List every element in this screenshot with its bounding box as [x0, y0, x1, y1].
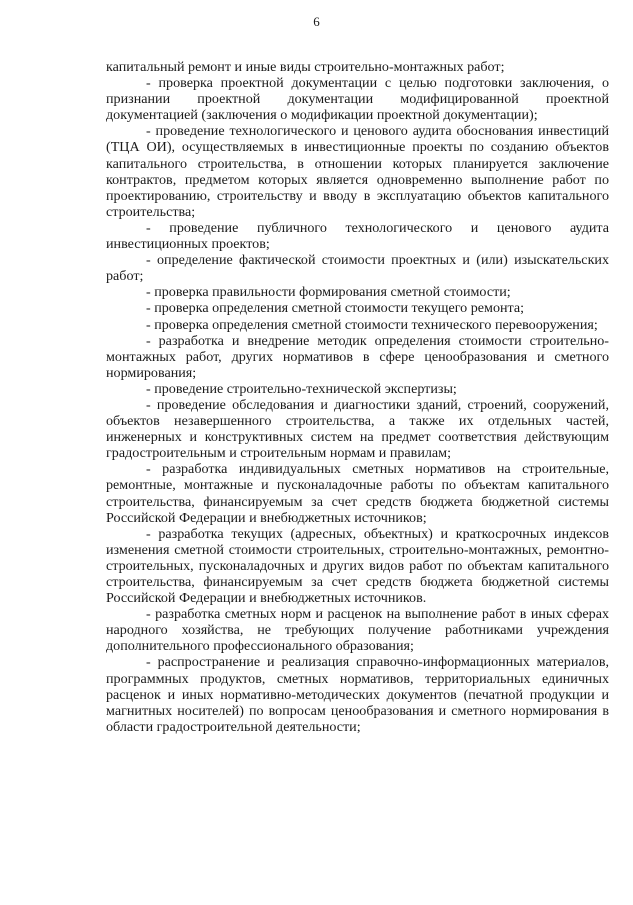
list-item-estimate-norms-other-sectors: - разработка сметных норм и расценок на выполнение работ в иных сферах народного хозяйства, не требующих получение работниками учреждения дополнительного профессионального образования;: [106, 606, 609, 655]
list-item-public-audit: - проведение публичного технологического и ценового аудита инвестиционных проектов;: [106, 219, 609, 253]
list-item-methodology-development: - разработка и внедрение методик определения стоимости строительно-монтажных работ, других нормативов в сфере ценообразования и сметного нормирования;: [106, 332, 609, 381]
list-item-actual-cost-determination: - определение фактической стоимости проектных и (или) изыскательских работ;: [106, 252, 609, 285]
list-item-materials-distribution: - распространение и реализация справочно-информационных материалов, программных продуктов, сметных нормативов, территориальных единичных расценок и иных нормативно-методических документов (печатной продукции и магнитных носителей) по вопросам ценообразования и сметного нормирования в области градостроительной деятельности;: [106, 654, 609, 735]
list-item-technical-expertise: - проведение строительно-технической экспертизы;: [146, 380, 457, 397]
list-item-cost-indices-development: - разработка текущих (адресных, объектных) и краткосрочных индексов изменения сметной стоимости строительных, строительно-монтажных, ремонтно-строительных, пусконаладочных и других видов работ по объектам капитального строительства, финансируемым за счет средств бюджета бюджетной системы Российской Федерации и внебюджетных источников.: [106, 525, 609, 607]
document-body: [106, 59, 609, 735]
list-item-estimate-formation-check: - проверка правильности формирования сметной стоимости;: [146, 284, 511, 301]
list-item-reequipment-estimate-check: - проверка определения сметной стоимости технического перевооружения;: [146, 316, 598, 333]
page-number: 6: [313, 14, 320, 29]
list-item-technological-price-audit: - проведение технологического и ценового аудита обоснования инвестиций (ТЦА ОИ), осуществляемых в инвестиционные проекты по созданию объектов капитального строительства, в отношении которых планируется заключение контрактов, предметом которых является одновременно выполнение работ по проектированию, строительству и вводу в эксплуатацию объектов капитального строительства;: [106, 123, 609, 220]
list-item-building-inspection: - проведение обследования и диагностики зданий, строений, сооружений, объектов незавершенного строительства, а также их отдельных частей, инженерных и конструктивных систем на предмет соответствия действующим градостроительным и строительным нормам и правилам;: [106, 396, 609, 462]
list-item-current-repair-estimate-check: - проверка определения сметной стоимости текущего ремонта;: [146, 300, 525, 317]
list-item-project-documentation-check: - проверка проектной документации с целью подготовки заключения, о признании проектной документации модифицированной проектной документацией (заключения о модификации проектной документации);: [106, 75, 609, 124]
list-item-individual-estimate-norms: - разработка индивидуальных сметных нормативов на строительные, ремонтные, монтажные и пусконаладочные работы по объектам капитального строительства, финансируемым за счет средств бюджета бюджетной системы Российской Федерации и внебюджетных источников;: [106, 461, 609, 526]
paragraph-continuation: капитальный ремонт и иные виды строительно-монтажных работ;: [106, 59, 505, 75]
